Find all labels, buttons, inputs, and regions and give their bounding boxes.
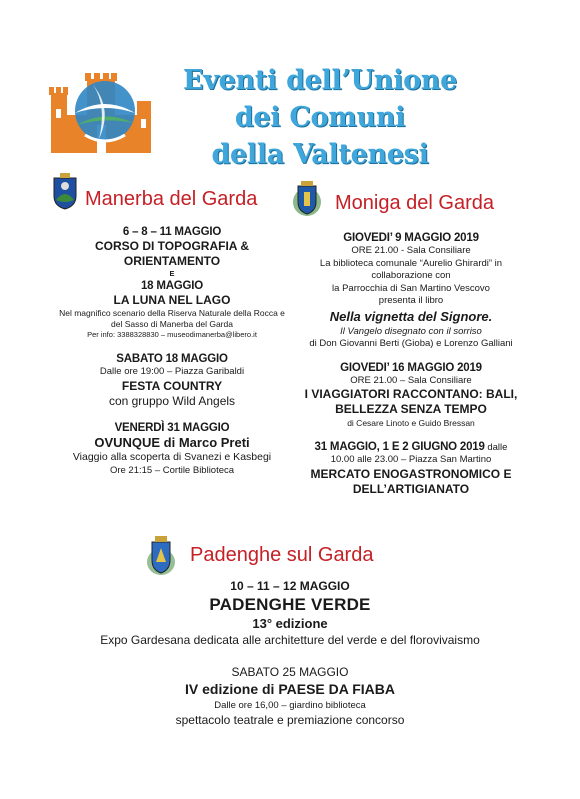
padenghe-e1-desc: Expo Gardesana dedicata alle architetture del verde e del florovivaismo [100,633,480,647]
padenghe-e2-date: SABATO 25 MAGGIO [231,665,349,679]
moniga-e2-date: GIOVEDI’ 16 MAGGIO 2019 [340,361,482,374]
title-line-2: dei Comuni [234,102,406,133]
manerba-e3-title: OVUNQUE di Marco Preti [94,434,250,450]
padenghe-e2-title: IV edizione di PAESE DA FIABA [184,681,396,697]
manerba-e1-title-3: LA LUNA NEL LAGO [113,293,231,307]
manerba-e2-date: SABATO 18 MAGGIO [116,353,228,365]
moniga-e1-book: Nella vignetta del Signore. [329,308,493,324]
padenghe-events [0,578,580,728]
union-logo [47,65,165,157]
manerba-e3-desc: Viaggio alla scoperta di Svanezi e Kasbegi [72,450,272,463]
moniga-e3-title-1: MERCATO ENOGASTRONOMICO E [310,466,512,481]
padenghe-e1-edition: 13° edizione [252,616,328,631]
padenghe-e2-time: Dalle ore 16,00 – giardino biblioteca [214,700,366,711]
moniga-e3-date: 31 MAGGIO, 1 E 2 GIUGNO 2019 [314,440,485,453]
town-manerba: Manerba del Garda [85,188,258,210]
moniga-e3-title-2: DELL’ARTIGIANATO [352,481,470,496]
town-padenghe: Padenghe sul Garda [190,544,374,566]
moniga-crest-icon [292,178,322,218]
padenghe-e1-title: PADENGHE VERDE [209,595,371,614]
moniga-events [292,231,530,497]
moniga-e1-d2: collaborazione con [371,270,451,281]
moniga-e1-d3: la Parrocchia di San Martino Vescovo [332,282,490,294]
title-line-3: della Valtenesi [211,139,429,170]
moniga-e2-title-1: I VIAGGIATORI RACCONTANO: BALI, [304,387,518,401]
manerba-e1-and: E [169,269,175,278]
manerba-e1-desc-2: del Sasso di Manerba del Garda [111,319,233,329]
page-title [170,62,470,173]
padenghe-crest-icon [146,534,176,576]
manerba-e2-title: FESTA COUNTRY [121,378,223,393]
manerba-e1-title-1: CORSO DI TOPOGRAFIA & [94,239,249,253]
padenghe-e2-desc: spettacolo teatrale e premiazione concorso [175,713,405,727]
moniga-e2-authors: di Cesare Linoto e Guido Bressan [347,418,475,428]
moniga-e1-authors: di Don Giovanni Berti (Gioba) e Lorenzo Galliani [309,338,513,349]
moniga-e1-time: ORE 21.00 - Sala Consiliare [351,245,471,256]
manerba-e2-sub: con gruppo Wild Angels [108,393,236,408]
moniga-e1-d4: presenta il libro [378,295,444,306]
moniga-e1-sub: Il Vangelo disegnato con il sorriso [340,325,482,337]
title-line-1: Eventi dell’Unione [182,65,458,96]
manerba-e1-desc-1: Nel magnifico scenario della Riserva Naturale della Rocca e [59,308,285,318]
manerba-e3-time: Ore 21:15 – Cortile Biblioteca [109,464,235,476]
manerba-events [52,225,292,477]
town-moniga: Moniga del Garda [335,192,494,214]
moniga-e2-time: ORE 21.00 – Sala Consiliare [350,374,472,386]
manerba-crest-icon [52,172,78,210]
manerba-e2-time: Dalle ore 19:00 – Piazza Garibaldi [99,366,245,377]
padenghe-e1-date: 10 – 11 – 12 MAGGIO [230,579,350,593]
manerba-e1-date: 6 – 8 – 11 MAGGIO [122,226,222,238]
manerba-e1-info: Per info: 3388328830 – museodimanerba@libero.it [87,330,257,339]
manerba-e1-date-2: 18 MAGGIO [140,280,204,292]
moniga-e1-d1: La biblioteca comunale “Aurelio Ghirardi” in [319,257,503,269]
moniga-e2-title-2: BELLEZZA SENZA TEMPO [335,402,487,416]
manerba-e3-date: VENERDÌ 31 MAGGIO [114,421,230,434]
manerba-e1-title-2: ORIENTAMENTO [123,254,221,268]
moniga-e3-time: 10.00 alle 23.00 – Piazza San Martino [330,454,492,465]
moniga-e1-date: GIOVEDI’ 9 MAGGIO 2019 [343,232,479,244]
moniga-e3-dalle: dalle [487,441,508,453]
